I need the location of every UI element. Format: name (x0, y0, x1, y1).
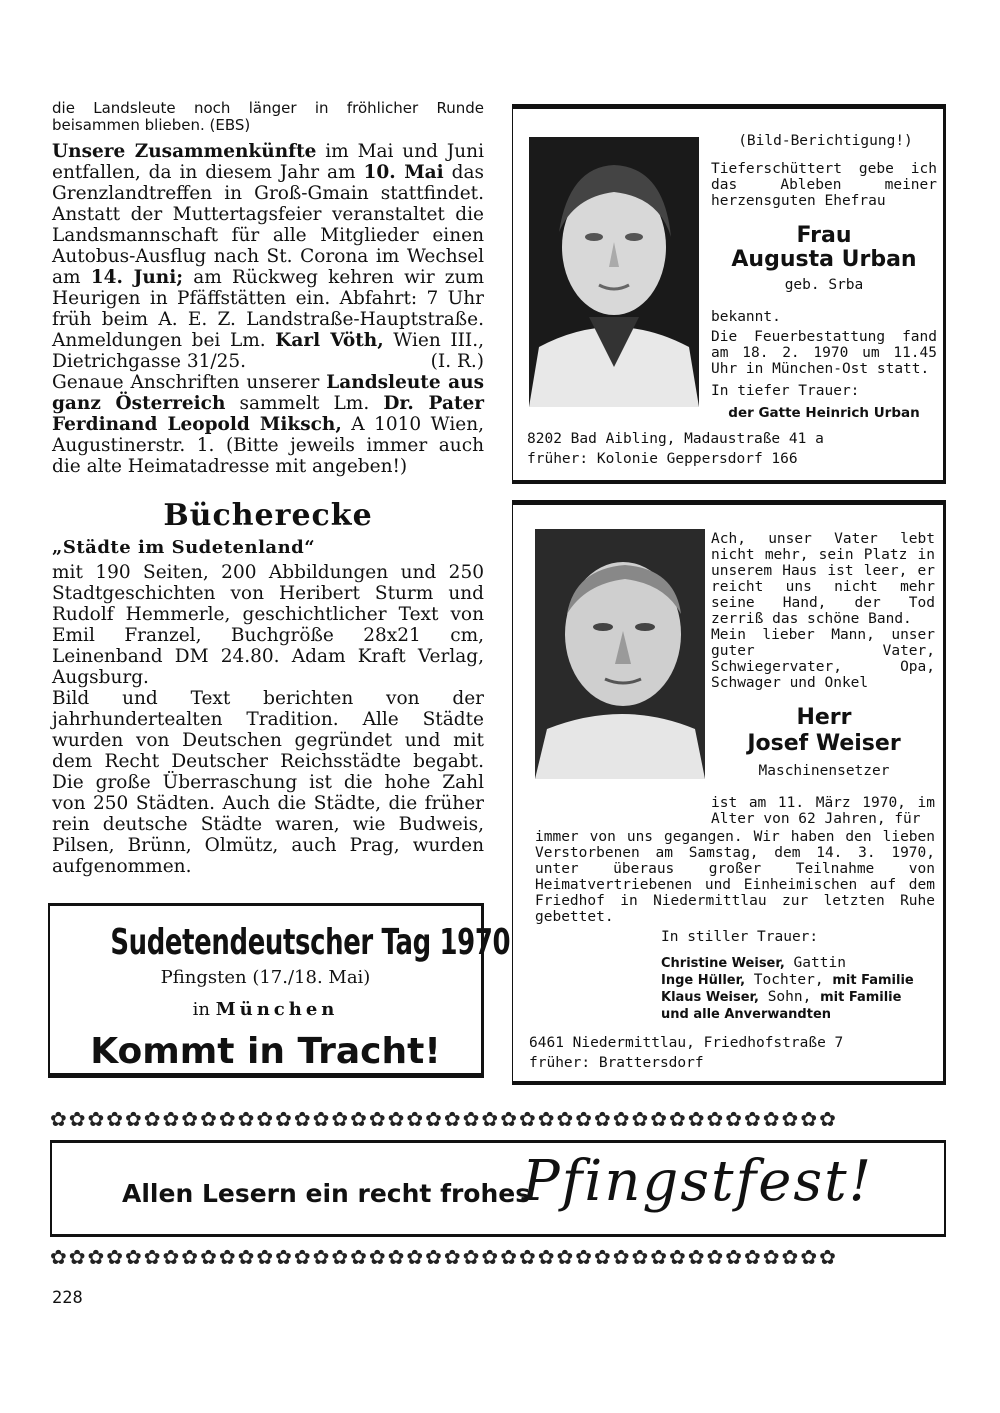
obit2-mourner-2: Inge Hüller, Tochter, mit Familie (661, 972, 914, 988)
obit2-name: Josef Weiser (747, 731, 901, 756)
meetings-paragraph: Unsere Zusammenkünfte im Mai und Juni entfallen, da in diesem Jahr am 10. Mai das Grenzlandtreffen in Groß-Gmain stattfindet. Anstatt der Muttertagsfeier veranstaltet die Landsmannschaft für alle Mitglieder einen Autobus-Ausflug nach St. Corona im Wechsel am 14. Juni; am Rückweg kehren wir zum Heurigen in Pfäffstätten ein. Abfahrt: 7 Uhr früh beim A. E. Z. Landstraße-Hauptstraße. Anmeldungen bei Lm. Karl Vöth, Wien III., Dietrichgasse 31/25. (52, 141, 485, 372)
obit2-mourning: In stiller Trauer: (661, 929, 819, 945)
obit1-address: 8202 Bad Aibling, Madaustraße 41 a (527, 431, 824, 447)
addresses-paragraph: Genaue Anschriften unserer Landsleute aus ganz Österreich sammelt Lm. Dr. Pater Ferdinand Leopold Miksch, A 1010 Wien, Augustinerstr. 1. (Bitte jeweils immer auch die alte Heimatadresse mit angeben!) (52, 372, 485, 477)
obit1-cremation: Die Feuerbestattung fand am 18. 2. 1970 um 11.45 Uhr in München-Ost statt. (711, 329, 937, 377)
signature-ir: (I. R.) (430, 351, 484, 372)
greeting-text: Allen Lesern ein recht frohes (122, 1179, 531, 1208)
obit1-mourner: der Gatte Heinrich Urban (728, 405, 920, 421)
flower-ornament-icon: ✿✿✿✿✿✿✿✿✿✿✿✿✿✿✿✿✿✿✿✿✿✿✿✿✿✿✿✿✿✿✿✿✿✿✿✿✿✿✿✿✿✿ (50, 1245, 838, 1269)
book-title: „Städte im Sudetenland“ (52, 537, 316, 558)
flower-ornament-row-bottom (50, 1244, 946, 1270)
event-date: Pfingsten (17./18. Mai) (160, 967, 371, 988)
obit1-name: Augusta Urban (731, 247, 917, 272)
book-corner-heading: Bücherecke (163, 498, 373, 533)
portrait-photo-augusta (529, 137, 699, 407)
event-place: in München (192, 999, 339, 1020)
obit2-former-address: früher: Brattersdorf (529, 1055, 704, 1071)
obit1-known: bekannt. (711, 309, 781, 325)
obit2-mourner-1: Christine Weiser, Gattin (661, 955, 846, 971)
obit2-mourners (661, 955, 937, 1023)
flower-ornament-icon: ✿✿✿✿✿✿✿✿✿✿✿✿✿✿✿✿✿✿✿✿✿✿✿✿✿✿✿✿✿✿✿✿✿✿✿✿✿✿✿✿✿✿ (50, 1107, 838, 1131)
event-slogan: Kommt in Tracht! (90, 1031, 441, 1072)
obit2-poem: Ach, unser Vater lebt nicht mehr, sein Platz in unserem Haus ist leer, er reicht uns nicht mehr seine Hand, der Tod zerriß das schöne Band. (711, 531, 935, 627)
intro-text: die Landsleute noch länger in fröhlicher Runde beisammen blieben. (EBS) (52, 99, 484, 134)
obituary-josef-weiser (512, 500, 946, 1085)
obit2-relation: Mein lieber Mann, unser guter Vater, Schwiegervater, Opa, Schwager und Onkel (711, 627, 935, 691)
portrait-photo-josef (535, 529, 705, 779)
obit2-death-line: ist am 11. März 1970, im Alter von 62 Jahren, für (711, 795, 935, 827)
book-review: Bild und Text berichten von der jahrhundertealten Tradition. Alle Städte wurden von Deutschen gegründet und mit dem Recht Deutscher Reichsstädte begabt. Die große Überraschung ist die hohe Zahl von 250 Städten. Auch die Städte, die früher rein deutsche Städte waren, wie Budweis, Pilsen, Brünn, Olmütz, auch Prag, wurden aufgenommen. (52, 688, 484, 877)
meetings-heading: Unsere Zusammenkünfte (52, 141, 317, 162)
obit1-intro: Tieferschüttert gebe ich das Ableben meiner herzensguten Ehefrau (711, 161, 937, 209)
obit2-profession: Maschinensetzer (758, 763, 890, 779)
event-announcement-box (48, 903, 511, 1078)
event-title: Sudetendeutscher Tag 1970 (110, 922, 511, 963)
page-number: 228 (52, 1288, 83, 1308)
pentecost-greeting-box (50, 1140, 946, 1237)
photo-correction-note: (Bild-Berichtigung!) (738, 133, 913, 149)
obit2-salutation: Herr (796, 705, 852, 730)
obit2-mourner-3: Klaus Weiser, Sohn, mit Familie (661, 989, 902, 1005)
obituary-augusta-urban (512, 104, 946, 484)
obit1-born: geb. Srba (784, 277, 864, 293)
obit2-address: 6461 Niedermittlau, Friedhofstraße 7 (529, 1035, 844, 1051)
left-column (52, 100, 484, 877)
obit2-death-details: immer von uns gegangen. Wir haben den lieben Verstorbenen am Samstag, dem 14. 3. 1970, unter überaus großer Teilnahme von Heimatvertriebenen und Einheimischen auf dem Friedhof in Niedermittlau zur letzten Ruhe gebettet. (535, 829, 935, 925)
portrait-woman-icon (529, 137, 699, 407)
book-details: mit 190 Seiten, 200 Abbildungen und 250 Stadtgeschichten von Heribert Sturm und Rudolf Hemmerle, geschichtlicher Text von Emil Franzel, Buchgröße 28x21 cm, Leinenband DM 24.80. Adam Kraft Verlag, Augsburg. (52, 562, 484, 688)
obit2-mourner-4: und alle Anverwandten (661, 1007, 832, 1022)
obit1-mourning: In tiefer Trauer: (711, 383, 860, 399)
obit1-salutation: Frau (796, 223, 852, 248)
portrait-man-icon (535, 529, 705, 779)
flower-ornament-row-top (50, 1106, 946, 1132)
greeting-script: Pfingstfest! (522, 1149, 874, 1214)
obit1-former-address: früher: Kolonie Geppersdorf 166 (527, 451, 798, 467)
